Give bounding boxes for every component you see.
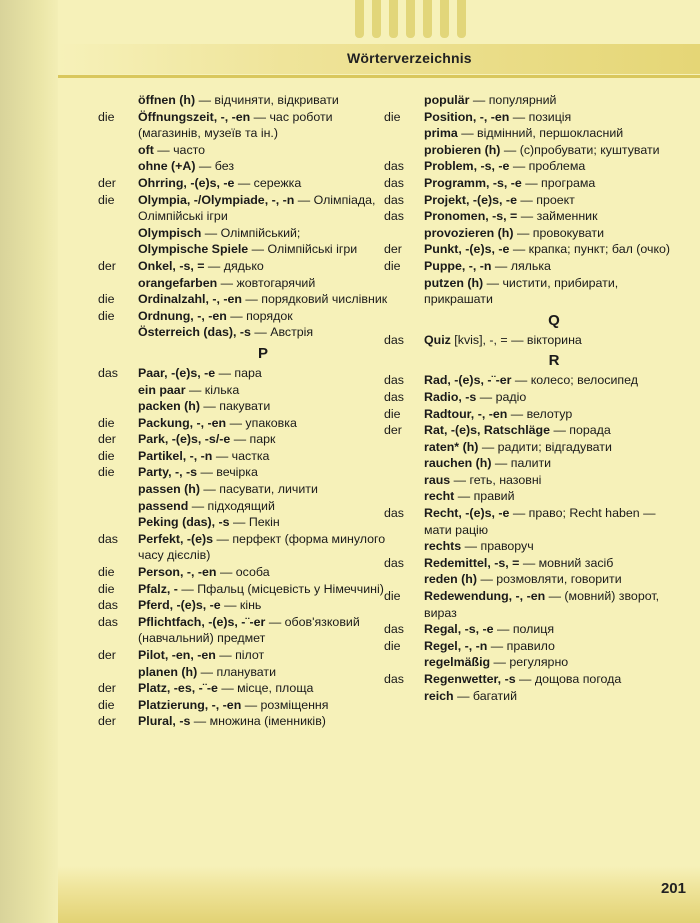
entry-definition: — позиція [509, 109, 572, 124]
dictionary-entry [384, 505, 684, 538]
dictionary-entry [384, 175, 684, 192]
entry-definition: — регулярно [490, 655, 569, 670]
entry-term: Ohrring, -(e)s, -e [138, 175, 235, 190]
entry-definition: — розміщення [241, 697, 329, 712]
entry-term: passend [138, 498, 189, 513]
dictionary-entry [98, 92, 388, 109]
entry-term: Problem, -s, -e [424, 159, 510, 174]
entry-definition: — парк [230, 432, 276, 447]
entry-term: Onkel, -s, = [138, 258, 205, 273]
dictionary-entry [384, 455, 684, 472]
entry-term: Partikel, -, -n [138, 448, 213, 463]
entry-term: rechts [424, 539, 462, 554]
dictionary-entry [98, 664, 388, 681]
entry-definition: — місце, площа [217, 681, 314, 696]
entry-definition: — порада [550, 423, 611, 438]
entry-definition: — крапка; пункт; бал (очко) [509, 242, 671, 257]
entry-term: Platzierung, -, -en [138, 697, 242, 712]
entry-definition: — підходящий [188, 498, 275, 513]
dictionary-entry [384, 92, 684, 109]
entry-article: die [98, 465, 115, 480]
entry-definition: — займенник [517, 209, 598, 224]
dictionary-entry [98, 225, 388, 242]
entry-term: reich [424, 688, 454, 703]
entry-definition: — чистити, прибирати, прикрашати [424, 275, 619, 307]
tab-mark [355, 0, 364, 38]
entry-definition: — Австрія [250, 325, 314, 340]
book-gutter [0, 0, 58, 923]
dictionary-entry [384, 538, 684, 555]
entry-article: der [98, 175, 116, 190]
entry-definition: — проблема [509, 159, 586, 174]
entry-term: Pferd, -(e)s, -e [138, 598, 221, 613]
entry-term: Pilot, -en, -en [138, 648, 216, 662]
dictionary-entry [98, 291, 388, 308]
dictionary-entry [98, 614, 388, 647]
tab-mark [406, 0, 415, 38]
dictionary-entry [384, 654, 684, 671]
entry-definition: — без [195, 159, 235, 174]
entry-definition: — лялька [491, 258, 551, 273]
entry-definition: — Пфальц (місцевість у Німеччині) [177, 581, 384, 596]
entry-definition: — дядько [204, 258, 264, 273]
dictionary-entry [98, 680, 388, 697]
section-letter: P [257, 344, 268, 362]
dictionary-entry [98, 464, 388, 481]
dictionary-entry [98, 697, 388, 714]
dictionary-entry [384, 125, 684, 142]
entry-term: Plural, -s [138, 714, 191, 729]
dictionary-entry [98, 192, 388, 225]
entry-term: ohne (+A) [138, 159, 196, 174]
entry-definition: — обов'язковий (навчальний) предмет [138, 614, 360, 646]
left-column [98, 92, 388, 730]
entry-term: putzen (h) [424, 275, 484, 290]
entry-term: Pfalz, - [138, 581, 178, 596]
section-letter: R [548, 352, 560, 370]
entry-term: Radio, -s [424, 389, 477, 404]
entry-term: Olympia, -/Olympiade, -, -n [138, 192, 295, 207]
dictionary-entry [384, 275, 684, 308]
entry-article: der [98, 258, 116, 273]
entry-definition: — праворуч [461, 539, 534, 554]
entry-term: rauchen (h) [424, 456, 492, 471]
entry-term: Punkt, -(e)s, -e [424, 242, 510, 257]
dictionary-entry [384, 142, 684, 159]
entry-term: Pronomen, -s, = [424, 209, 518, 224]
dictionary-entry [384, 555, 684, 572]
entry-article: die [384, 406, 401, 421]
entry-term: prima [424, 126, 458, 141]
dictionary-entry [384, 372, 684, 389]
dictionary-entry [98, 142, 388, 159]
entry-term: Perfekt, -(e)s [138, 531, 214, 546]
entry-definition: — пасувати, личити [199, 482, 318, 497]
dictionary-entry [384, 688, 684, 705]
entry-term: Quiz [424, 332, 451, 347]
dictionary-entry [98, 308, 388, 325]
entry-term: Redemittel, -s, = [424, 555, 520, 570]
dictionary-entry [384, 439, 684, 456]
entry-article: die [384, 258, 401, 273]
dictionary-entry [98, 514, 388, 531]
page-number: 201 [660, 880, 686, 897]
entry-term: Paar, -(e)s, -e [138, 365, 216, 380]
entry-definition: — множина (іменників) [190, 714, 326, 729]
entry-article: die [98, 415, 115, 430]
entry-definition: — упаковка [226, 415, 297, 430]
entry-definition: — кінь [220, 598, 262, 613]
tab-mark [389, 0, 398, 38]
entry-term: Peking (das), -s [138, 515, 230, 530]
entry-article: die [384, 109, 401, 124]
entry-definition: — відмінний, першокласний [457, 126, 624, 141]
entry-article: das [384, 555, 404, 570]
entry-article: die [98, 192, 115, 207]
entry-article: das [384, 159, 404, 174]
entry-term: Rad, -(e)s, -¨-er [424, 373, 512, 388]
entry-article: der [98, 432, 116, 447]
entry-term: oft [138, 142, 154, 157]
entry-definition: — популярний [469, 93, 557, 107]
page-title: Wörterverzeichnis [347, 50, 472, 66]
entry-definition: — перфект (форма минулого часу дієслів) [138, 531, 386, 563]
dictionary-entry [98, 531, 388, 564]
entry-term: ein paar [138, 382, 186, 397]
dictionary-entry [98, 481, 388, 498]
entry-article: der [98, 681, 116, 696]
entry-definition: — пакувати [199, 399, 271, 414]
entry-term: Redewendung, -, -en [424, 589, 546, 604]
entry-article: das [384, 332, 404, 347]
entry-article: der [384, 423, 402, 438]
tab-mark [440, 0, 449, 38]
entry-term: provozieren (h) [424, 225, 514, 240]
entry-definition: — сережка [234, 175, 302, 190]
entry-definition: — мовний засіб [519, 555, 614, 570]
entry-term: orangefarben [138, 275, 218, 290]
dictionary-entry [98, 597, 388, 614]
entry-definition: — програма [521, 175, 596, 190]
entry-term: Puppe, -, -n [424, 258, 492, 273]
entry-term: packen (h) [138, 399, 200, 414]
entry-term: Programm, -s, -e [424, 175, 522, 190]
dictionary-entry [384, 332, 684, 349]
entry-definition: — (с)пробувати; куштувати [500, 142, 660, 157]
entry-definition: — Олімпійські ігри [248, 242, 358, 257]
dictionary-entry [384, 488, 684, 505]
dictionary-entry [98, 713, 388, 730]
entry-definition: — провокувати [513, 225, 605, 240]
dictionary-entry [384, 638, 684, 655]
entry-definition: — порядковий числівник [241, 292, 388, 307]
dictionary-entry [98, 564, 388, 581]
dictionary-entry [98, 398, 388, 415]
entry-term: passen (h) [138, 482, 200, 497]
entry-term: Position, -, -en [424, 109, 510, 124]
entry-article: die [384, 589, 401, 604]
entry-term: reden (h) [424, 572, 478, 587]
dictionary-entry [384, 671, 684, 688]
dictionary-entry [384, 109, 684, 126]
entry-definition: — кілька [185, 382, 240, 397]
entry-definition: — Олімпіада, Олімпійські ігри [138, 192, 376, 224]
dictionary-entry [98, 415, 388, 432]
entry-term: Öffnungszeit, -, -en [138, 109, 251, 124]
entry-article: das [384, 506, 404, 521]
dictionary-entry [384, 472, 684, 489]
entry-definition: — велотур [507, 406, 573, 421]
entry-definition: — полиця [493, 622, 555, 637]
entry-definition: — відчиняти, відкривати [195, 93, 339, 107]
entry-article: das [384, 672, 404, 686]
entry-term: Recht, -(e)s, -e [424, 506, 510, 521]
entry-definition: — частка [212, 448, 270, 463]
entry-article: das [98, 614, 118, 629]
entry-definition: — дощова погода [515, 672, 622, 686]
dictionary-entry [384, 158, 684, 175]
entry-definition: — (мовний) зворот, вираз [424, 589, 660, 620]
entry-article: das [384, 175, 404, 190]
entry-article: der [98, 714, 116, 729]
entry-definition: — розмовляти, говорити [477, 572, 622, 587]
dictionary-entry [98, 365, 388, 382]
entry-definition: — правило [487, 638, 555, 653]
entry-term: Party, -, -s [138, 465, 197, 480]
entry-term: Projekt, -(e)s, -e [424, 192, 517, 207]
entry-definition: — час роботи (магазинів, музеїв та ін.) [138, 109, 333, 141]
dictionary-entry [98, 647, 388, 664]
dictionary-entry [384, 621, 684, 638]
entry-definition: — порядок [226, 308, 293, 323]
entry-article: das [384, 373, 404, 388]
entry-article: das [384, 389, 404, 404]
entry-term: Ordinalzahl, -, -en [138, 292, 242, 307]
dictionary-entry [384, 192, 684, 209]
dictionary-entry [98, 175, 388, 192]
entry-term: Pflichtfach, -(e)s, -¨-er [138, 614, 266, 629]
entry-definition: — особа [216, 565, 270, 580]
entry-article: die [98, 308, 115, 323]
dictionary-entry [384, 225, 684, 242]
entry-term: Österreich (das), -s [138, 325, 251, 340]
header-divider [58, 75, 700, 78]
entry-definition: — геть, назовні [450, 472, 542, 487]
entry-term: Platz, -es, -¨-e [138, 681, 218, 696]
dictionary-entry [384, 588, 684, 621]
dictionary-entry [384, 258, 684, 275]
entry-definition: — правий [454, 489, 515, 504]
section-letter: Q [548, 311, 560, 329]
entry-term: recht [424, 489, 455, 504]
entry-definition: — Пекін [229, 515, 280, 530]
entry-article: das [384, 192, 404, 207]
entry-definition: — жовтогарячий [217, 275, 316, 290]
tab-mark [457, 0, 466, 38]
tab-mark [423, 0, 432, 38]
entry-term: probieren (h) [424, 142, 501, 157]
entry-definition: — радіо [476, 389, 527, 404]
dictionary-entry [98, 581, 388, 598]
entry-article: das [384, 622, 404, 637]
entry-article: das [98, 598, 118, 613]
entry-article: die [98, 448, 115, 463]
entry-term: Packung, -, -en [138, 415, 227, 430]
dictionary-entry [384, 406, 684, 423]
dictionary-entry [98, 275, 388, 292]
dictionary-entry [98, 498, 388, 515]
footer-band [58, 866, 700, 923]
entry-article: der [384, 242, 402, 257]
entry-article: das [98, 365, 118, 380]
entry-definition: — колесо; велосипед [511, 373, 638, 388]
entry-term: raus [424, 472, 451, 487]
entry-article: das [384, 209, 404, 224]
dictionary-entry [98, 158, 388, 175]
entry-definition: — багатий [453, 688, 517, 703]
entry-term: Radtour, -, -en [424, 406, 508, 421]
entry-article: die [98, 109, 115, 124]
entry-article: die [384, 638, 401, 653]
entry-term: Park, -(e)s, -s/-e [138, 432, 231, 447]
dictionary-entry [384, 241, 684, 258]
entry-definition: — пілот [215, 648, 265, 662]
entry-term: Olympisch [138, 225, 202, 240]
tab-mark [372, 0, 381, 38]
entry-term: populär [424, 93, 470, 107]
entry-article: das [98, 531, 118, 546]
entry-article: die [98, 565, 115, 580]
entry-definition: — радити; відгадувати [478, 439, 612, 454]
entry-term: Olympische Spiele [138, 242, 249, 257]
entry-definition: — палити [491, 456, 552, 471]
entry-definition: [kvis], -, = — вікторина [450, 332, 582, 347]
entry-term: Rat, -(e)s, Ratschläge [424, 423, 551, 438]
entry-article: der [98, 648, 116, 662]
entry-definition: — планувати [197, 664, 277, 679]
entry-definition: — пара [215, 365, 262, 380]
entry-definition: — Олімпійський; [201, 225, 301, 240]
entry-definition: — часто [153, 142, 206, 157]
entry-term: Regel, -, -n [424, 638, 488, 653]
entry-term: raten* (h) [424, 439, 479, 454]
dictionary-entry [98, 431, 388, 448]
dictionary-entry [98, 241, 388, 258]
dictionary-entry [384, 389, 684, 406]
entry-definition: — право; Recht haben — мати рацію [424, 506, 656, 537]
dictionary-entry [384, 422, 684, 439]
entry-article: die [98, 581, 115, 596]
dictionary-entry [384, 208, 684, 225]
dictionary-entry [98, 324, 388, 341]
entry-article: die [98, 292, 115, 307]
entry-term: Regenwetter, -s [424, 672, 516, 686]
dictionary-entry [98, 258, 388, 275]
entry-term: planen (h) [138, 664, 198, 679]
entry-term: Regal, -s, -e [424, 622, 494, 637]
entry-term: Ordnung, -, -en [138, 308, 227, 323]
entry-term: regelmäßig [424, 655, 491, 670]
entry-term: Person, -, -en [138, 565, 217, 580]
entry-article: die [98, 697, 115, 712]
right-column [384, 92, 684, 704]
dictionary-entry [98, 382, 388, 399]
dictionary-entry [98, 109, 388, 142]
entry-definition: — вечірка [197, 465, 258, 480]
entry-term: öffnen (h) [138, 93, 196, 107]
dictionary-entry [384, 571, 684, 588]
entry-definition: — проект [516, 192, 575, 207]
dictionary-entry [98, 448, 388, 465]
